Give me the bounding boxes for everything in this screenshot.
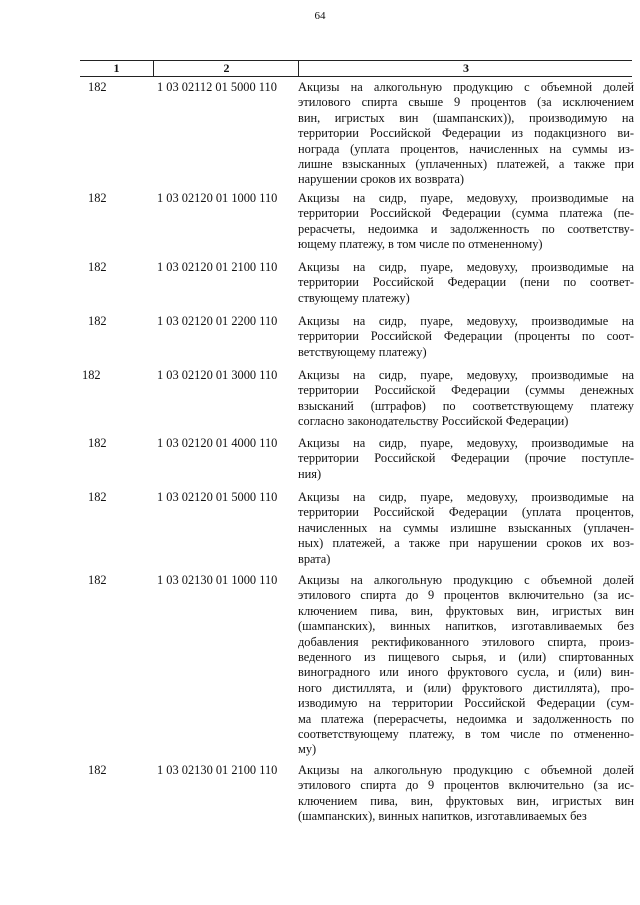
column-header-2: 2: [153, 61, 299, 76]
description-line: изводимую на территории Российской Федерации (сум-: [298, 696, 634, 711]
description-line: ного дистиллята, и (или) фруктового дистиллята), про-: [298, 680, 634, 695]
row-code-admin: 182: [88, 490, 107, 504]
row-description: [298, 314, 634, 360]
description-line: му): [298, 742, 317, 757]
row-kbk-code: 1 03 02112 01 5000 110: [157, 80, 277, 94]
description-line: нарушении сроков их возврата): [298, 172, 465, 187]
description-line: территории Российской Федерации (уплата процентов,: [298, 505, 634, 520]
description-line: ющему платежу, в том числе по отмененному): [298, 237, 543, 252]
description-line: нограда (уплата процентов, начисленных на суммы из-: [298, 141, 634, 156]
row-description: [298, 191, 634, 253]
description-line: лишне взысканных (уплаченных) платежей, а также при: [298, 157, 634, 172]
description-line: этилового спирта свыше 9 процентов (за исключением: [298, 95, 634, 110]
description-line: начисленных на суммы излишне взысканных (уплачен-: [298, 520, 634, 535]
description-line: ных) платежей, а также при нарушении сроков их воз-: [298, 536, 634, 551]
row-code-admin: 182: [88, 260, 107, 274]
description-line: Акцизы на сидр, пуаре, медовуху, производимые на: [298, 191, 634, 205]
row-code-admin: 182: [88, 763, 107, 777]
description-line: территории Российской Федерации (пени по соответ-: [298, 275, 634, 290]
row-kbk-code: 1 03 02130 01 1000 110: [157, 573, 278, 587]
row-code-admin: 182: [88, 436, 107, 450]
description-line: врата): [298, 551, 331, 566]
description-line: (шампанских), винных напитков, изготавливаемых без: [298, 619, 634, 634]
description-line: веденного из пищевого сырья, и (или) спиртованных: [298, 650, 634, 665]
description-line: Акцизы на сидр, пуаре, медовуху, производимые на: [298, 490, 634, 504]
row-description: [298, 368, 634, 430]
column-header-1: 1: [113, 61, 120, 75]
row-code-admin: 182: [88, 314, 107, 328]
description-line: ствующему платежу): [298, 290, 410, 305]
description-line: ния): [298, 466, 322, 481]
description-line: территории Российской Федерации (прочие поступле-: [298, 451, 634, 466]
row-kbk-code: 1 03 02120 01 5000 110: [157, 490, 278, 504]
description-line: рерасчеты, недоимка и задолженность по соответству-: [298, 221, 634, 236]
description-line: Акцизы на сидр, пуаре, медовуху, производимые на: [298, 314, 634, 328]
description-line: Акцизы на сидр, пуаре, медовуху, производимые на: [298, 436, 634, 450]
description-line: Акцизы на алкогольную продукцию с объемной долей: [298, 80, 634, 94]
row-kbk-code: 1 03 02120 01 2200 110: [157, 314, 278, 328]
description-line: территории Российской Федерации (сумма платежа (пе-: [298, 206, 634, 221]
description-line: вин, игристых вин (шампанских)), производимую на: [298, 110, 634, 125]
row-description: [298, 573, 634, 758]
row-description: [298, 260, 634, 306]
row-code-admin: 182: [82, 368, 101, 382]
description-line: территории Российской Федерации (суммы денежных: [298, 383, 634, 398]
row-kbk-code: 1 03 02120 01 2100 110: [157, 260, 278, 274]
table-header: [80, 60, 632, 77]
description-line: этилового спирта до 9 процентов включительно (за ис-: [298, 778, 634, 793]
row-kbk-code: 1 03 02120 01 3000 110: [157, 368, 278, 382]
page-number: 64: [314, 10, 326, 22]
row-code-admin: 182: [88, 573, 107, 587]
row-kbk-code: 1 03 02120 01 1000 110: [157, 191, 278, 205]
description-line: (шампанских), винных напитков, изготавливаемых без: [298, 809, 587, 824]
description-line: соответствующему платежу, в том числе по отмененно-: [298, 727, 634, 742]
description-line: добавления ректификованного этилового спирта, произ-: [298, 634, 634, 649]
row-kbk-code: 1 03 02130 01 2100 110: [157, 763, 278, 777]
description-line: ветствующему платежу): [298, 344, 427, 359]
description-line: ключением пива, вин, фруктовых вин, игристых вин: [298, 793, 634, 808]
row-code-admin: 182: [88, 191, 107, 205]
column-header-3: 3: [298, 61, 633, 76]
description-line: Акцизы на алкогольную продукцию с объемной долей: [298, 573, 634, 587]
row-code-admin: 182: [88, 80, 107, 94]
row-description: [298, 763, 634, 825]
row-description: [298, 490, 634, 567]
description-line: ключением пива, вин, фруктовых вин, игристых вин: [298, 603, 634, 618]
description-line: ма платежа (перерасчеты, недоимка и задолженность по: [298, 711, 634, 726]
description-line: Акцизы на алкогольную продукцию с объемной долей: [298, 763, 634, 777]
description-line: территории Российской Федерации (проценты по соот-: [298, 329, 634, 344]
description-line: этилового спирта до 9 процентов включительно (за ис-: [298, 588, 634, 603]
description-line: виноградного или иного фруктового сусла, и (или) вин-: [298, 665, 634, 680]
description-line: территории Российской Федерации из подакцизного ви-: [298, 126, 634, 141]
description-line: Акцизы на сидр, пуаре, медовуху, производимые на: [298, 260, 634, 274]
description-line: согласно законодательству Российской Федерации): [298, 414, 569, 429]
row-kbk-code: 1 03 02120 01 4000 110: [157, 436, 278, 450]
description-line: Акцизы на сидр, пуаре, медовуху, производимые на: [298, 368, 634, 382]
row-description: [298, 80, 634, 188]
description-line: взысканий (штрафов) по соответствующему платежу: [298, 398, 634, 413]
row-description: [298, 436, 634, 482]
